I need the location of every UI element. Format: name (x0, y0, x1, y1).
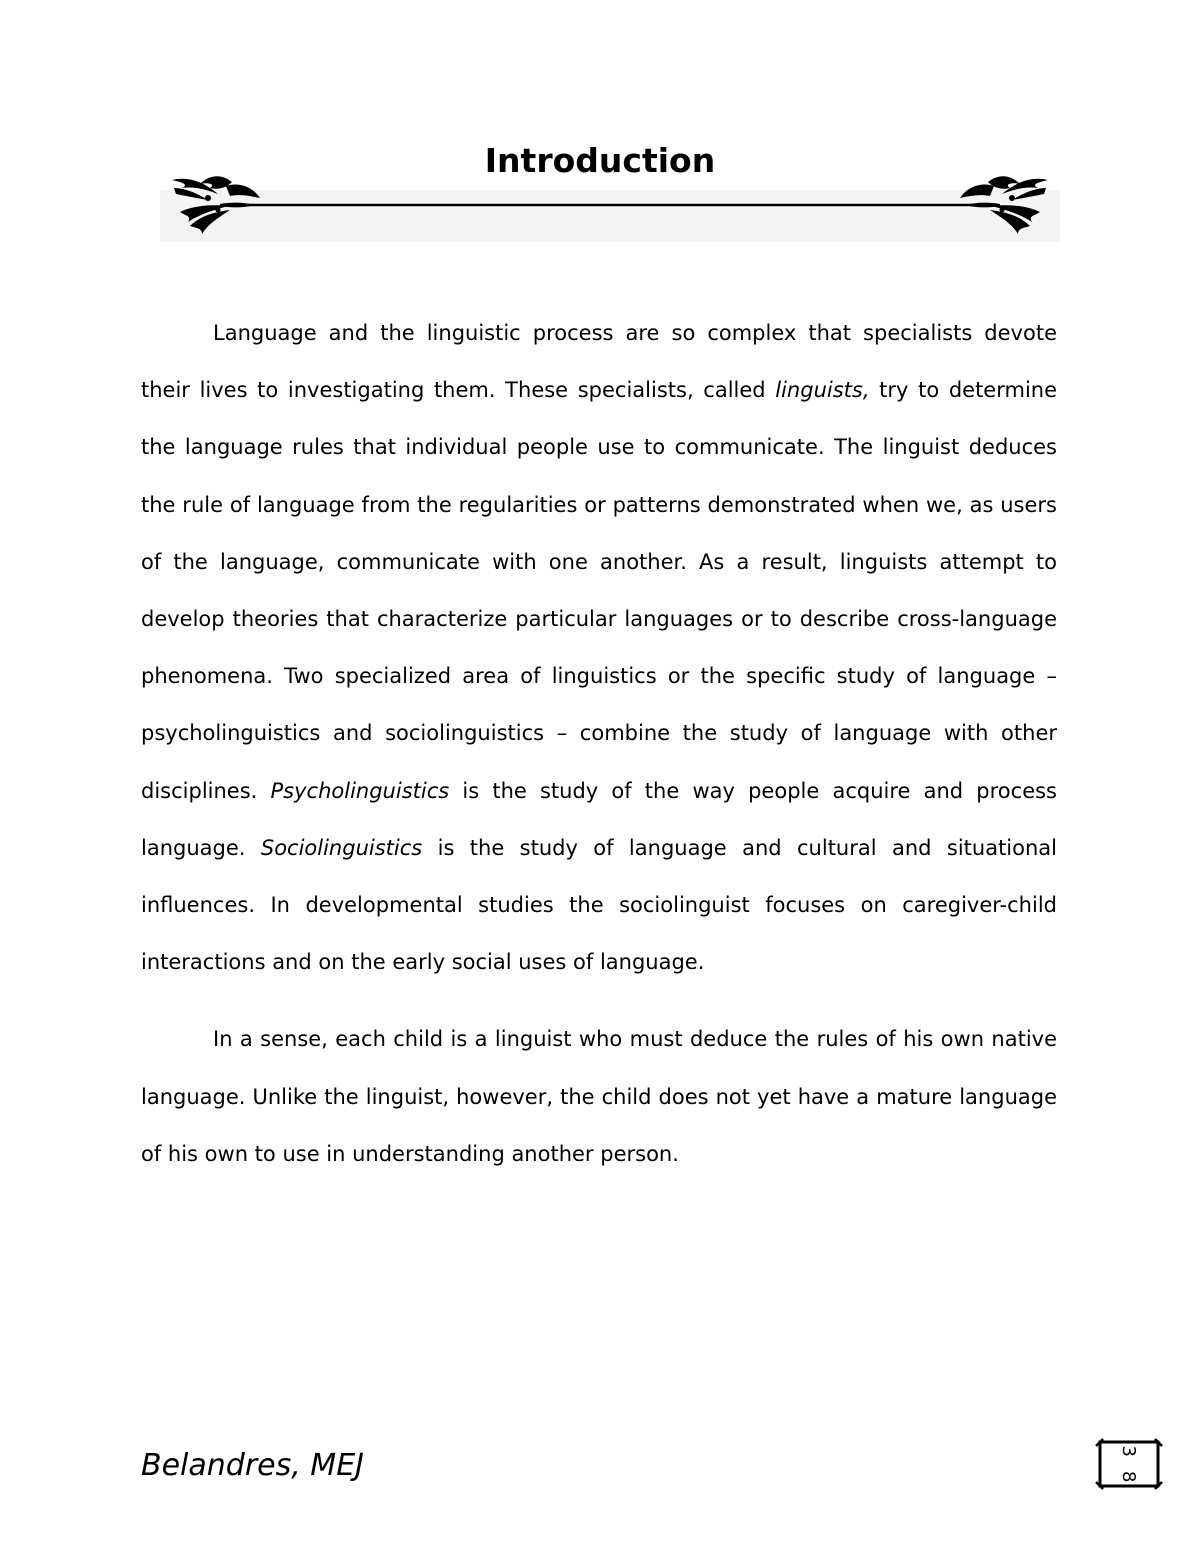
page-title: Introduction (484, 141, 716, 180)
page-number: 38 (1118, 1445, 1140, 1497)
paragraph-text: is the study of the way people acquire and process language. (141, 778, 1057, 860)
italic-term: linguists, (775, 378, 870, 403)
body-text (141, 305, 1057, 1183)
paragraph-text: is the study of language and cultural and situational influences. In developmental studies the sociolinguist focuses on caregiver-child interactions and on the early social uses of language. (141, 835, 1058, 975)
paragraph (141, 305, 1057, 991)
paragraph-text: In a sense, each child is a linguist who must deduce the rules of his own native language. Unlike the linguist, however, the child does not yet have a mature language of his own to use in understanding another person. (141, 1027, 1057, 1166)
floral-divider-icon (160, 164, 1060, 244)
italic-term: Psycholinguistics (270, 778, 450, 803)
author-footer: Belandres, MEJ (141, 1448, 364, 1483)
paragraph-text: Language and the linguistic process are so complex that specialists devote their lives to investigating them. These specialists, called (141, 321, 1057, 403)
paragraph (141, 1011, 1057, 1183)
italic-term: Sociolinguistics (260, 835, 423, 860)
paragraph-text: try to determine the language rules that individual people use to communicate. The linguist deduces the rule of language from the regularities or patterns demonstrated when we, as users of the language, communicate with one another. As a result, linguists attempt to develop theories that characterize particular languages or to describe cross-language phenomena. Two specialized area of linguistics or the specific study of language – psycholinguistics and sociolinguistics – combine the study of language with other disciplines. (141, 378, 1058, 803)
